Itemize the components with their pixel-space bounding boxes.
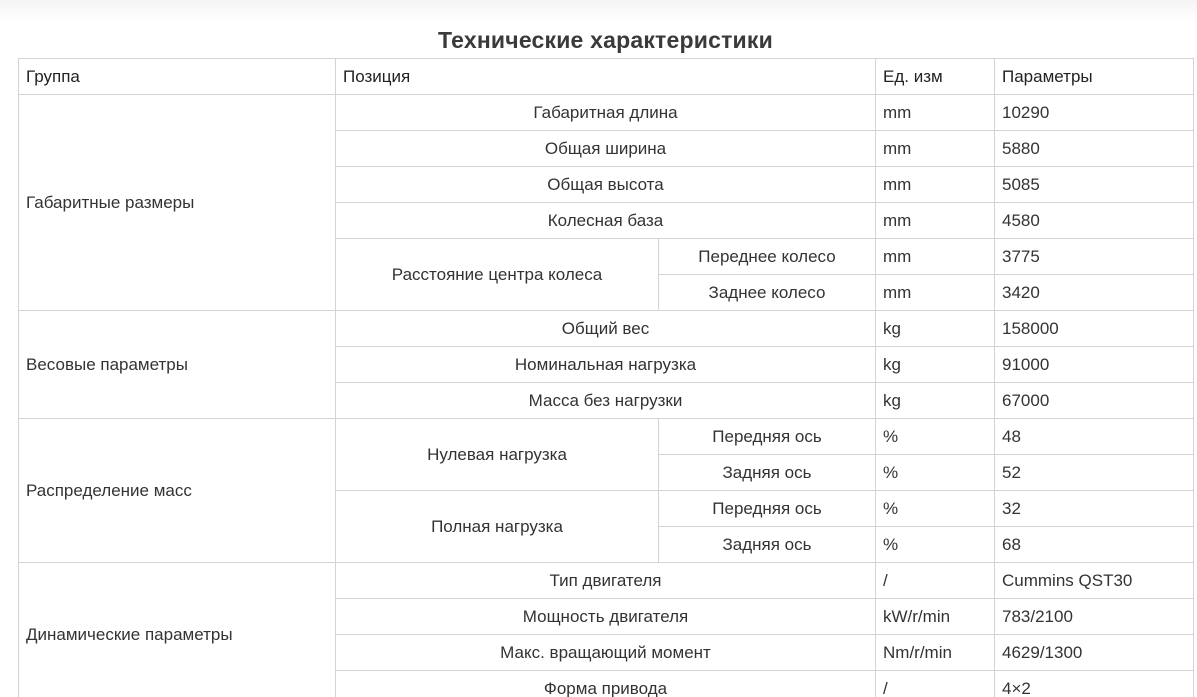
unit-cell: mm: [876, 203, 995, 239]
value-cell: 67000: [995, 383, 1194, 419]
value-cell: 5880: [995, 131, 1194, 167]
unit-cell: %: [876, 419, 995, 455]
group-mass-distribution: Распределение масс: [19, 419, 336, 563]
subposition-cell: Передняя ось: [659, 491, 876, 527]
unit-cell: kg: [876, 347, 995, 383]
value-cell: 91000: [995, 347, 1194, 383]
header-params: Параметры: [995, 59, 1194, 95]
position-cell: Расстояние центра колеса: [336, 239, 659, 311]
value-cell: 4×2: [995, 671, 1194, 697]
position-cell: Мощность двигателя: [336, 599, 876, 635]
position-cell: Нулевая нагрузка: [336, 419, 659, 491]
position-cell: Форма привода: [336, 671, 876, 697]
value-cell: 48: [995, 419, 1194, 455]
group-dynamics: Динамические параметры: [19, 563, 336, 697]
subposition-cell: Заднее колесо: [659, 275, 876, 311]
table-row: [19, 95, 1194, 131]
specs-table: [18, 58, 1194, 697]
unit-cell: kg: [876, 311, 995, 347]
position-cell: Полная нагрузка: [336, 491, 659, 563]
value-cell: 158000: [995, 311, 1194, 347]
position-cell: Масса без нагрузки: [336, 383, 876, 419]
unit-cell: mm: [876, 95, 995, 131]
group-dimensions: Габаритные размеры: [19, 95, 336, 311]
position-cell: Общая высота: [336, 167, 876, 203]
page-title: Технические характеристики: [438, 27, 773, 53]
unit-cell: %: [876, 527, 995, 563]
position-cell: Общая ширина: [336, 131, 876, 167]
position-cell: Габаритная длина: [336, 95, 876, 131]
unit-cell: kW/r/min: [876, 599, 995, 635]
subposition-cell: Передняя ось: [659, 419, 876, 455]
position-cell: Макс. вращающий момент: [336, 635, 876, 671]
header-group: Группа: [19, 59, 336, 95]
value-cell: 3420: [995, 275, 1194, 311]
unit-cell: mm: [876, 275, 995, 311]
table-row: [19, 311, 1194, 347]
value-cell: 52: [995, 455, 1194, 491]
table-row: [19, 419, 1194, 455]
position-cell: Колесная база: [336, 203, 876, 239]
value-cell: 68: [995, 527, 1194, 563]
value-cell: Cummins QST30: [995, 563, 1194, 599]
value-cell: 5085: [995, 167, 1194, 203]
group-weight: Весовые параметры: [19, 311, 336, 419]
unit-cell: mm: [876, 131, 995, 167]
subposition-cell: Задняя ось: [659, 527, 876, 563]
unit-cell: Nm/r/min: [876, 635, 995, 671]
unit-cell: kg: [876, 383, 995, 419]
subposition-cell: Задняя ось: [659, 455, 876, 491]
position-cell: Общий вес: [336, 311, 876, 347]
value-cell: 10290: [995, 95, 1194, 131]
position-cell: Тип двигателя: [336, 563, 876, 599]
value-cell: 783/2100: [995, 599, 1194, 635]
unit-cell: mm: [876, 239, 995, 275]
header-unit: Ед. изм: [876, 59, 995, 95]
unit-cell: %: [876, 455, 995, 491]
subposition-cell: Переднее колесо: [659, 239, 876, 275]
header-row: [19, 59, 1194, 95]
value-cell: 4629/1300: [995, 635, 1194, 671]
value-cell: 3775: [995, 239, 1194, 275]
unit-cell: %: [876, 491, 995, 527]
unit-cell: /: [876, 563, 995, 599]
unit-cell: mm: [876, 167, 995, 203]
header-position: Позиция: [336, 59, 876, 95]
table-row: [19, 563, 1194, 599]
position-cell: Номинальная нагрузка: [336, 347, 876, 383]
unit-cell: /: [876, 671, 995, 697]
value-cell: 4580: [995, 203, 1194, 239]
value-cell: 32: [995, 491, 1194, 527]
